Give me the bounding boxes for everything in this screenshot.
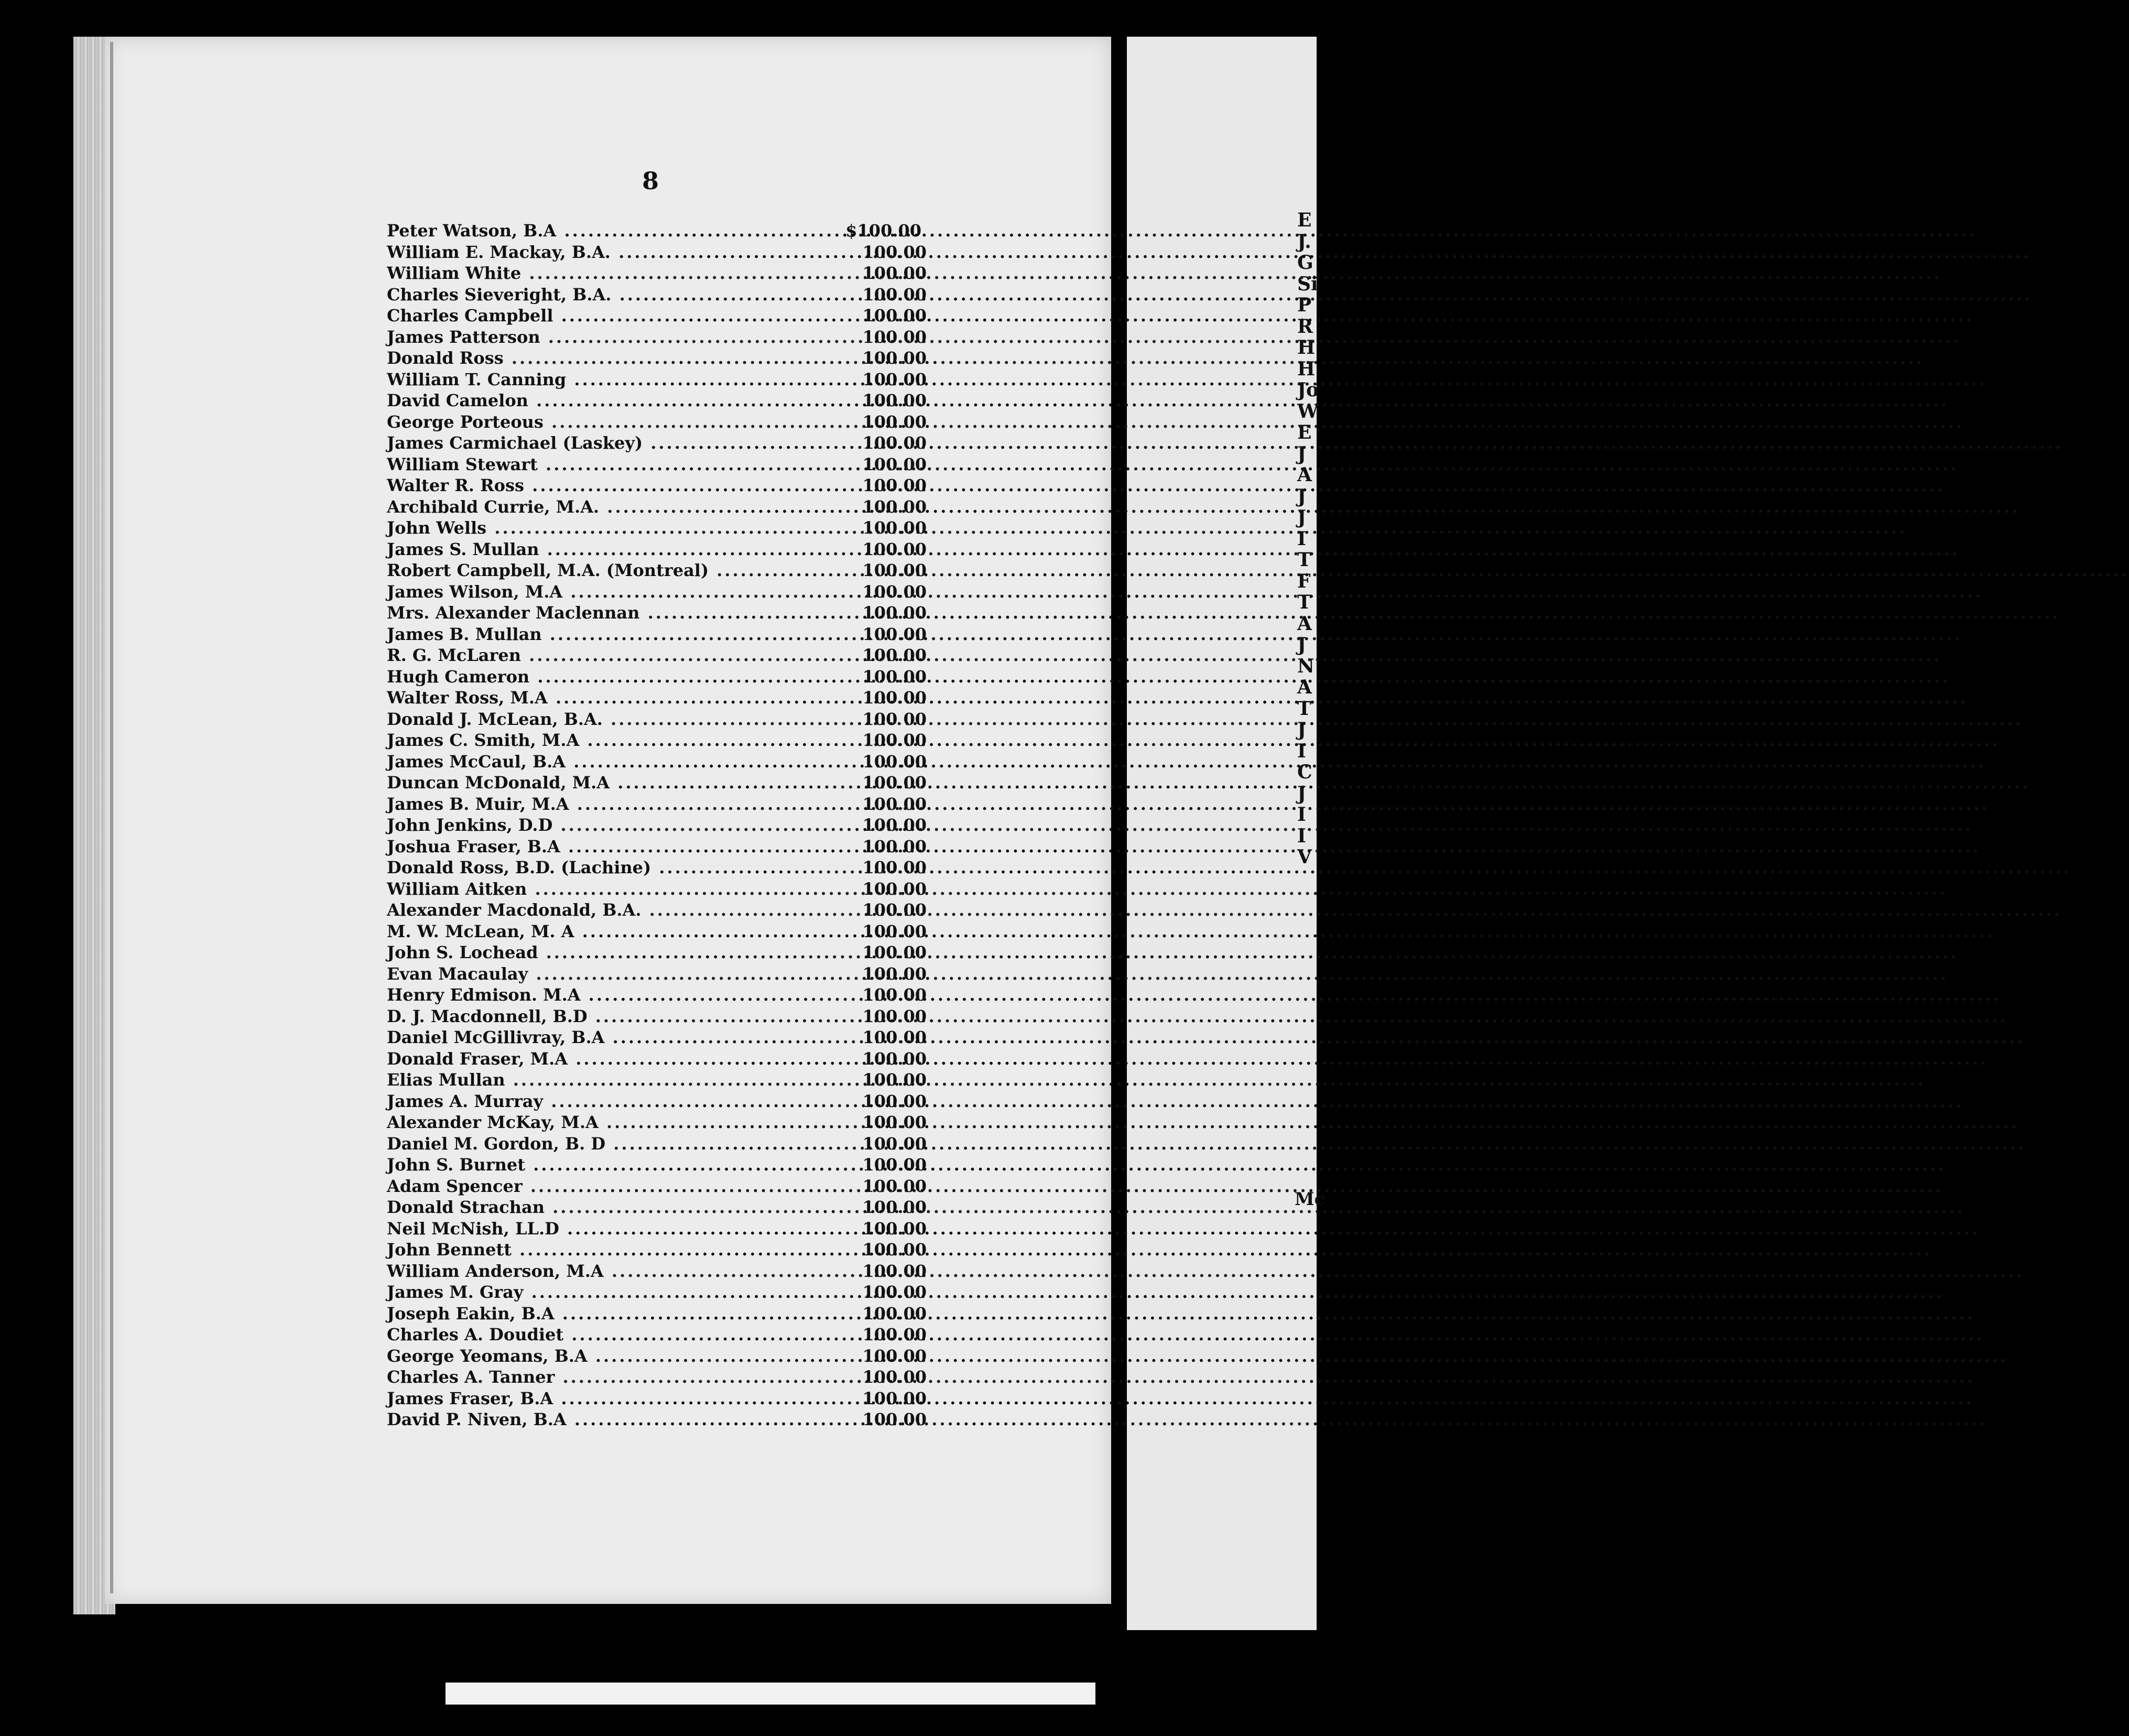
subscription-amount: 100.00 — [862, 263, 927, 283]
ledger-entry — [387, 899, 932, 921]
subscriber-name: John S. Burnet ..... — [387, 1154, 822, 1176]
facing-page-fragment: Si — [1297, 273, 1318, 295]
subscriber-name: Charles A. Doudiet ..... — [387, 1324, 822, 1346]
subscription-amount: 100.00 — [862, 773, 927, 793]
subscription-amount: 100.00 — [862, 348, 927, 368]
subscription-amount: 100.00 — [862, 284, 927, 305]
facing-page-fragment: A — [1297, 612, 1312, 635]
subscriber-name: William Aitken ..... — [387, 878, 822, 900]
ledger-entry — [387, 1133, 932, 1155]
subscription-amount: $100.00 — [845, 221, 921, 241]
subscriber-name: George Yeomans, B.A ..... — [387, 1346, 822, 1367]
subscription-amount: 100.00 — [862, 1325, 927, 1344]
ledger-entry — [387, 624, 932, 645]
subscriber-name: Charles Campbell ..... — [387, 305, 822, 327]
subscriber-name: John Jenkins, D.D ..... — [387, 815, 822, 836]
facing-page-fragment: Jo — [1297, 379, 1319, 401]
subscriber-name: Donald Strachan ..... — [387, 1197, 822, 1218]
ledger-entry — [387, 709, 932, 730]
subscriber-name: Neil McNish, LL.D ..... — [387, 1218, 822, 1240]
subscriber-name: David Camelon ..... — [387, 390, 822, 411]
subscription-amount: 100.00 — [862, 1006, 927, 1026]
subscriber-name: Charles A. Tanner ..... — [387, 1366, 822, 1388]
subscriber-name: William E. Mackay, B.A. ..... — [387, 242, 822, 263]
subscriber-name: William Anderson, M.A ..... — [387, 1261, 822, 1282]
subscription-amount: 100.00 — [862, 1133, 927, 1154]
subscription-amount: 100.00 — [862, 433, 927, 453]
facing-page-fragment: P — [1297, 294, 1312, 316]
ledger-entry — [387, 857, 932, 878]
ledger-entry — [387, 390, 932, 411]
ledger-entry — [387, 645, 932, 666]
ledger-entry — [387, 369, 932, 390]
subscription-amount: 100.00 — [862, 942, 927, 962]
subscriber-name: Adam Spencer ..... — [387, 1176, 822, 1197]
subscriber-name: James C. Smith, M.A ..... — [387, 730, 822, 751]
facing-page-fragment: R — [1297, 315, 1313, 338]
subscriber-name: Walter R. Ross ..... — [387, 475, 822, 496]
subscription-amount: 100.00 — [862, 496, 927, 517]
subscription-amount: 100.00 — [862, 1261, 927, 1281]
subscription-amount: 100.00 — [862, 751, 927, 772]
subscriber-name: James M. Gray ..... — [387, 1282, 822, 1303]
ledger-entry — [387, 411, 932, 433]
ledger-entry — [387, 1154, 932, 1176]
ledger-entry — [387, 581, 932, 603]
subscriber-name: Walter Ross, M.A ..... — [387, 687, 822, 709]
subscription-amount: 100 00 — [862, 709, 927, 729]
subscription-amount: 100.00 — [862, 858, 927, 877]
subscription-amount: 100.00 — [862, 1218, 927, 1239]
subscriber-name: Henry Edmison. M.A ..... — [387, 984, 822, 1006]
facing-page-fragment: W — [1297, 400, 1319, 422]
facing-page-fragment: C — [1297, 761, 1312, 783]
ledger-entry — [387, 794, 932, 815]
subscriber-name: James Fraser, B.A ..... — [387, 1388, 822, 1409]
facing-page-fragment: J — [1297, 634, 1307, 656]
subscription-amount: 100.00 — [862, 411, 927, 432]
facing-page-fragment: E — [1297, 209, 1312, 231]
subscriber-name: James McCaul, B.A ..... — [387, 751, 822, 773]
subscriber-name: Donald J. McLean, B.A. ..... — [387, 709, 822, 730]
subscription-amount: 100.00 — [862, 730, 927, 750]
ledger-entry — [387, 242, 932, 263]
ledger-entry — [387, 1261, 932, 1282]
ledger-entry — [387, 284, 932, 306]
ledger-entry — [387, 1006, 932, 1027]
subscriber-name: James S. Mullan ..... — [387, 539, 822, 560]
subscription-amount: 100.00 — [862, 242, 927, 262]
subscriber-name: M. W. McLean, M. A ..... — [387, 921, 822, 942]
ledger-entry — [387, 1303, 932, 1325]
facing-page-fragment: A — [1297, 676, 1312, 698]
subscriber-name: John S. Lochead ..... — [387, 942, 822, 963]
facing-page-heading: Mc — [1295, 1189, 1326, 1210]
ledger-entry — [387, 560, 932, 581]
ledger-entry — [387, 751, 932, 773]
ledger-entry — [387, 496, 932, 518]
ledger-entry — [387, 263, 932, 284]
subscriber-name: William T. Canning ..... — [387, 369, 822, 390]
ledger-entry — [387, 1388, 932, 1409]
ledger-entry — [387, 539, 932, 560]
ledger-entry — [387, 1048, 932, 1070]
subscription-amount: 100.00 — [862, 921, 927, 941]
subscription-amount: 100.00 — [862, 1070, 927, 1090]
subscriber-name: Charles Sieveright, B.A. ..... — [387, 284, 822, 306]
subscription-amount: 100.00 — [862, 688, 927, 708]
page-bottom-strip — [446, 1683, 1095, 1705]
subscriber-name: Daniel M. Gordon, B. D ..... — [387, 1133, 822, 1155]
facing-page-fragment: N — [1297, 655, 1315, 677]
facing-page-fragment: T — [1297, 697, 1311, 720]
facing-page-fragment: T — [1297, 549, 1311, 571]
subscriber-name: Joshua Fraser, B.A ..... — [387, 836, 822, 858]
subscription-amount: 100.00 — [862, 390, 927, 410]
subscriber-name: D. J. Macdonnell, B.D ..... — [387, 1006, 822, 1027]
ledger-entry — [387, 815, 932, 836]
subscription-amount: 100.00 — [862, 603, 927, 623]
subscription-amount: 100.00 — [862, 815, 927, 835]
ledger-entry — [387, 1218, 932, 1240]
facing-page-fragment: V — [1297, 846, 1312, 868]
subscriber-name: Donald Ross ..... — [387, 348, 822, 369]
facing-page-fragment: H — [1297, 337, 1316, 359]
subscription-amount: 100.00 — [862, 1091, 927, 1111]
subscription-amount: 100.00 — [862, 1176, 927, 1196]
ledger-entry — [387, 220, 932, 242]
subscription-amount: 100.00 — [862, 1409, 927, 1429]
facing-page-fragment: I — [1297, 527, 1306, 550]
subscriber-name: Evan Macaulay ..... — [387, 963, 822, 985]
ledger-entry — [387, 1069, 932, 1091]
subscriber-name: William Stewart ..... — [387, 454, 822, 475]
subscription-amount: 100.00 — [862, 306, 927, 326]
subscriber-name: Donald Ross, B.D. (Lachine) ..... — [387, 857, 822, 878]
subscriber-name: Joseph Eakin, B.A ..... — [387, 1303, 822, 1325]
subscription-amount: 100.00 — [862, 560, 927, 580]
subscription-amount: 100.00 — [862, 1282, 927, 1302]
subscriber-name: James A. Murray ..... — [387, 1091, 822, 1112]
facing-page-fragment: J — [1297, 719, 1307, 741]
subscription-amount: 100.00 — [862, 327, 927, 347]
subscription-amount: 100.00 — [862, 1112, 927, 1132]
ledger-entry — [387, 1409, 932, 1430]
subscriber-name: William White ..... — [387, 263, 822, 284]
facing-page-fragment: I — [1297, 804, 1306, 826]
ledger-entry — [387, 1197, 932, 1218]
ledger-entry — [387, 1366, 932, 1388]
subscriber-name: Peter Watson, B.A ..... — [387, 220, 822, 242]
subscriber-name: John Wells ..... — [387, 517, 822, 539]
subscription-amount: 100.00 — [862, 1240, 927, 1260]
subscription-list — [387, 220, 932, 1430]
subscriber-name: Mrs. Alexander Maclennan ..... — [387, 602, 822, 624]
facing-page-fragment: J — [1297, 485, 1307, 507]
subscription-amount: 100.00 — [862, 369, 927, 389]
subscriber-name: David P. Niven, B.A ..... — [387, 1409, 822, 1430]
subscriber-name: R. G. McLaren ..... — [387, 645, 822, 666]
facing-page-fragment: J — [1297, 442, 1307, 465]
ledger-entry — [387, 517, 932, 539]
facing-page-fragment: J — [1297, 782, 1307, 805]
facing-page-fragment: I — [1297, 740, 1306, 762]
facing-page-fragment: J. — [1297, 230, 1311, 253]
ledger-entry — [387, 305, 932, 327]
subscription-amount: 100.00 — [862, 900, 927, 920]
ledger-entry — [387, 730, 932, 751]
subscription-amount: 100.00 — [862, 794, 927, 814]
subscription-amount: 100.00 — [862, 539, 927, 559]
subscriber-name: Alexander Macdonald, B.A. ..... — [387, 899, 822, 921]
subscriber-name: Robert Campbell, M.A. (Montreal) ..... — [387, 560, 822, 581]
ledger-entry — [387, 602, 932, 624]
subscriber-name: Alexander McKay, M.A ..... — [387, 1112, 822, 1133]
subscription-amount: 100.00 — [862, 1197, 927, 1217]
subscription-amount: 100.00 — [862, 454, 927, 474]
ledger-entry — [387, 1027, 932, 1048]
subscriber-name: James Wilson, M.A ..... — [387, 581, 822, 603]
subscriber-name: James Patterson ..... — [387, 327, 822, 348]
ledger-entry — [387, 432, 932, 454]
subscription-amount: 100.00 — [862, 1346, 927, 1366]
subscription-amount: 100.00 — [862, 518, 927, 538]
ledger-entry — [387, 454, 932, 475]
ledger-entry — [387, 772, 932, 794]
subscription-amount: 100.00 — [862, 1388, 927, 1408]
ledger-entry — [387, 1346, 932, 1367]
subscriber-name: Duncan McDonald, M.A ..... — [387, 772, 822, 794]
subscriber-name: Hugh Cameron ..... — [387, 666, 822, 688]
subscriber-name: Elias Mullan ..... — [387, 1069, 822, 1091]
ledger-entry — [387, 1112, 932, 1133]
subscription-amount: 100.00 — [862, 985, 927, 1005]
subscriber-name: Archibald Currie, M.A. ..... — [387, 496, 822, 518]
facing-page-fragment: E — [1297, 421, 1312, 443]
subscription-amount: 100.00 — [862, 878, 927, 899]
ledger-entry — [387, 836, 932, 858]
facing-page-fragment: G — [1297, 252, 1313, 274]
facing-page-fragment: H — [1297, 357, 1316, 380]
subscription-amount: 100.00 — [862, 1303, 927, 1323]
ledger-entry — [387, 878, 932, 900]
ledger-entry — [387, 942, 932, 963]
ledger-entry — [387, 687, 932, 709]
facing-page-fragment: J — [1297, 506, 1307, 528]
ledger-entry — [387, 348, 932, 369]
facing-page-fragment: T — [1297, 591, 1311, 613]
ledger-entry — [387, 327, 932, 348]
ledger-entry — [387, 666, 932, 688]
subscription-amount: 100.00 — [862, 836, 927, 856]
subscription-amount: 100.00 — [862, 1048, 927, 1069]
subscription-amount: 100.00 — [862, 1027, 927, 1047]
subscriber-name: John Bennett ..... — [387, 1239, 822, 1261]
facing-page-fragment: I — [1297, 824, 1306, 847]
facing-page-fragment: F — [1297, 570, 1311, 592]
subscription-amount: 100.00 — [862, 1367, 927, 1387]
ledger-entry — [387, 984, 932, 1006]
page-number: 8 — [642, 167, 659, 195]
subscription-amount: 100.00 — [862, 645, 927, 665]
subscriber-name: James B. Mullan ..... — [387, 624, 822, 645]
ledger-entry — [387, 475, 932, 496]
subscriber-name: James B. Muir, M.A ..... — [387, 794, 822, 815]
ledger-entry — [387, 921, 932, 942]
subscriber-name: James Carmichael (Laskey) ..... — [387, 432, 822, 454]
ledger-entry — [387, 1282, 932, 1303]
ledger-entry — [387, 1324, 932, 1346]
ledger-entry — [387, 1239, 932, 1261]
subscription-amount: 100.00 — [862, 475, 927, 495]
subscriber-name: George Porteous ..... — [387, 411, 822, 433]
ledger-entry — [387, 963, 932, 985]
subscription-amount: 100.00 — [862, 963, 927, 984]
subscription-amount: 100.00 — [862, 624, 927, 644]
subscription-amount: 100.00 — [862, 666, 927, 687]
ledger-entry — [387, 1091, 932, 1112]
subscription-amount: 100.00 — [862, 1155, 927, 1175]
subscriber-name: Daniel McGillivray, B.A ..... — [387, 1027, 822, 1048]
ledger-entry — [387, 1176, 932, 1197]
subscriber-name: Donald Fraser, M.A ..... — [387, 1048, 822, 1070]
facing-page-fragment: A — [1297, 464, 1312, 486]
subscription-amount: 100.00 — [862, 581, 927, 602]
